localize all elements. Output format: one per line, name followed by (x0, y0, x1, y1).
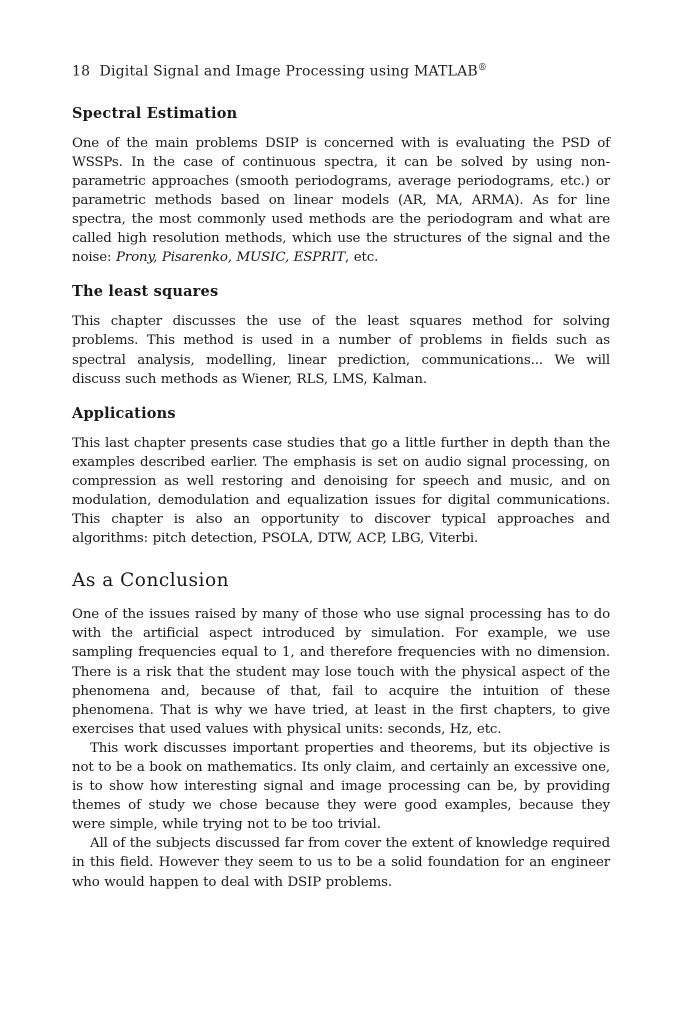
paragraph-conclusion-2: This work discusses important properties and theorems, but its objective is not to be a book on mathematics. Its only claim, and certainly an excessive one, is to show how interesting signal and image processing can be, by providing themes of study we chose because they were good examples, because they were simple, while trying not to be too trivial. (72, 740, 610, 833)
section-heading-spectral-estimation: Spectral Estimation (72, 104, 238, 122)
section-heading-least-squares: The least squares (72, 283, 219, 301)
registered-mark: ® (477, 63, 488, 73)
spectral-text-end: , etc. (345, 250, 379, 266)
paragraph-conclusion-1: One of the issues raised by many of those who use signal processing has to do with the artificial aspect introduced by simulation. For example, we use sampling frequencies equal to 1, and therefore frequencies with no dimension. There is a risk that the student may lose touch with the physical aspect of the phenomena and, because of that, fail to acquire the intuition of these phenomena. That is why we have tried, at least in the first chapters, to give exercises that used values with physical units: seconds, Hz, etc. (72, 607, 610, 737)
spectral-text-start: One of the main problems DSIP is concerned with is evaluating the PSD of WSSPs. In the case of continuous spectra, it can be solved by using non-parametric approaches (smooth periodograms, average periodograms, etc.) or parametric methods based on linear models (AR, MA, ARMA). As for line spectra, the most commonly used methods are the periodogram and what are called high resolution methods, which use the structures of the signal and the noise: (72, 135, 610, 266)
heading-as-a-conclusion: As a Conclusion (72, 570, 230, 592)
paragraph-least-squares: This chapter discusses the use of the least squares method for solving problems. This method is used in a number of problems in fields such as spectral analysis, modelling, linear prediction, communications... We will discuss such methods as Wiener, RLS, LMS, Kalman. (72, 314, 610, 387)
book-title: Digital Signal and Image Processing using MATLAB (99, 63, 478, 80)
paragraph-spectral-estimation (72, 134, 610, 268)
page-number: 18 (72, 63, 91, 80)
section-heading-applications: Applications (72, 404, 176, 422)
paragraph-applications: This last chapter presents case studies that go a little further in depth than the examples described earlier. The emphasis is set on audio signal processing, on compression as well restoring and denoising for speech and music, and on modulation, demodulation and equalization issues for digital communications. This chapter is also an opportunity to discover typical approaches and algorithms: pitch detection, PSOLA, DTW, ACP, LBG, Viterbi. (72, 435, 610, 547)
spectral-methods-italic: Prony, Pisarenko, MUSIC, ESPRIT (115, 250, 346, 266)
paragraph-conclusion-3: All of the subjects discussed far from cover the extent of knowledge required in this field. However they seem to us to be a solid foundation for an engineer who would happen to deal with DSIP problems. (72, 836, 610, 890)
running-head (72, 58, 610, 82)
book-page (72, 58, 610, 892)
